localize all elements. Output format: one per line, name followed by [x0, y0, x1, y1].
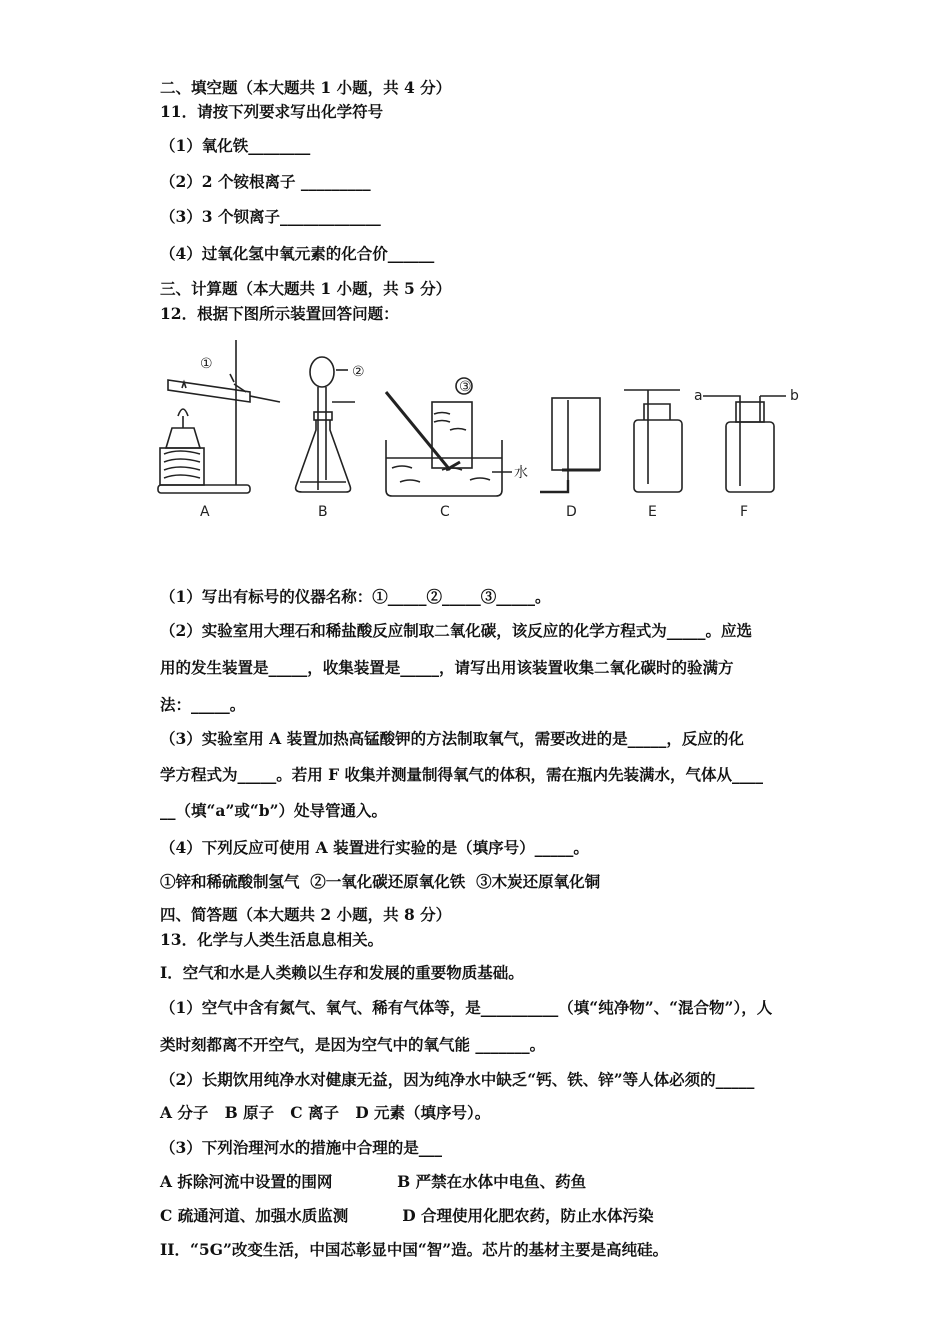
question-13-stem: 13．化学与人类生活息息相关。 — [160, 930, 384, 949]
apparatus-b — [296, 357, 355, 492]
q13-line-2: （1）空气中含有氮气、氧气、稀有气体等，是__________（填“纯净物”、“混合物”），人 — [160, 998, 773, 1017]
q11-item-1: （1）氧化铁________ — [160, 136, 311, 155]
apparatus-f — [703, 396, 786, 492]
q12-line-2: （2）实验室用大理石和稀盐酸反应制取二氧化碳，该反应的化学方程式为_____。应选 — [160, 621, 753, 640]
apparatus-d — [540, 398, 600, 492]
marker-1: ① — [200, 356, 213, 372]
q12-line-3: 用的发生装置是_____，收集装置是_____，请写出用该装置收集二氧化碳时的验满方 — [160, 658, 734, 677]
q13-line-7: A 拆除河流中设置的围网 B 严禁在水体中电鱼、药鱼 — [160, 1172, 587, 1191]
q11-item-4: （4）过氧化氢中氧元素的化合价______ — [160, 244, 435, 263]
q12-line-9: ①锌和稀硫酸制氢气 ②一氧化碳还原氧化铁 ③木炭还原氧化铜 — [160, 872, 601, 891]
q12-line-1: （1）写出有标号的仪器名称：①_____②_____③_____。 — [160, 587, 551, 606]
q13-line-6: （3）下列治理河水的措施中合理的是___ — [160, 1138, 443, 1157]
q13-line-4: （2）长期饮用纯净水对健康无益，因为纯净水中缺乏“钙、铁、锌”等人体必须的_____ — [160, 1070, 755, 1089]
water-label: 水 — [514, 465, 528, 481]
port-a-label: a — [694, 388, 703, 404]
q13-line-5: A 分子 B 原子 C 离子 D 元素（填序号）。 — [160, 1103, 491, 1122]
q12-line-8: （4）下列反应可使用 A 装置进行实验的是（填序号）_____。 — [160, 838, 589, 857]
q13-line-8: C 疏通河道、加强水质监测 D 合理使用化肥农药，防止水体污染 — [160, 1206, 654, 1225]
port-b-label: b — [790, 388, 799, 404]
apparatus-label-d: D — [566, 504, 577, 520]
q13-line-9: II．“5G”改变生活，中国芯彰显中国“智”造。芯片的基材主要是高纯硅。 — [160, 1240, 669, 1259]
marker-2: ② — [352, 364, 365, 380]
question-12-stem: 12．根据下图所示装置回答问题： — [160, 304, 399, 323]
section-2-heading: 二、填空题（本大题共 1 小题，共 4 分） — [160, 78, 452, 97]
question-11-stem: 11．请按下列要求写出化学符号 — [160, 102, 384, 121]
apparatus-label-b: B — [318, 504, 328, 520]
apparatus-e — [624, 390, 682, 492]
apparatus-label-f: F — [740, 504, 749, 520]
apparatus-c — [386, 378, 512, 496]
q13-line-3: 类时刻都离不开空气，是因为空气中的氧气能 _______。 — [160, 1035, 546, 1054]
apparatus-diagram — [150, 330, 810, 530]
section-3-heading: 三、计算题（本大题共 1 小题，共 5 分） — [160, 279, 452, 298]
apparatus-label-e: E — [648, 504, 657, 520]
marker-3: ③ — [459, 379, 472, 395]
apparatus-label-a: A — [200, 504, 210, 520]
q12-line-7: __（填“a”或“b”）处导管通入。 — [160, 801, 388, 820]
q12-line-5: （3）实验室用 A 装置加热高锰酸钾的方法制取氧气，需要改进的是_____，反应的化 — [160, 729, 744, 748]
apparatus-a — [158, 340, 280, 493]
section-4-heading: 四、简答题（本大题共 2 小题，共 8 分） — [160, 905, 452, 924]
q12-line-4: 法：_____。 — [160, 695, 246, 714]
apparatus-label-c: C — [440, 504, 450, 520]
q12-line-6: 学方程式为_____。若用 F 收集并测量制得氧气的体积，需在瓶内先装满水，气体从____ — [160, 765, 764, 784]
q11-item-2: （2）2 个铵根离子 _________ — [160, 172, 371, 191]
apparatus-figure — [150, 330, 810, 530]
q13-line-1: I．空气和水是人类赖以生存和发展的重要物质基础。 — [160, 963, 524, 982]
q11-item-3: （3）3 个钡离子_____________ — [160, 207, 381, 226]
